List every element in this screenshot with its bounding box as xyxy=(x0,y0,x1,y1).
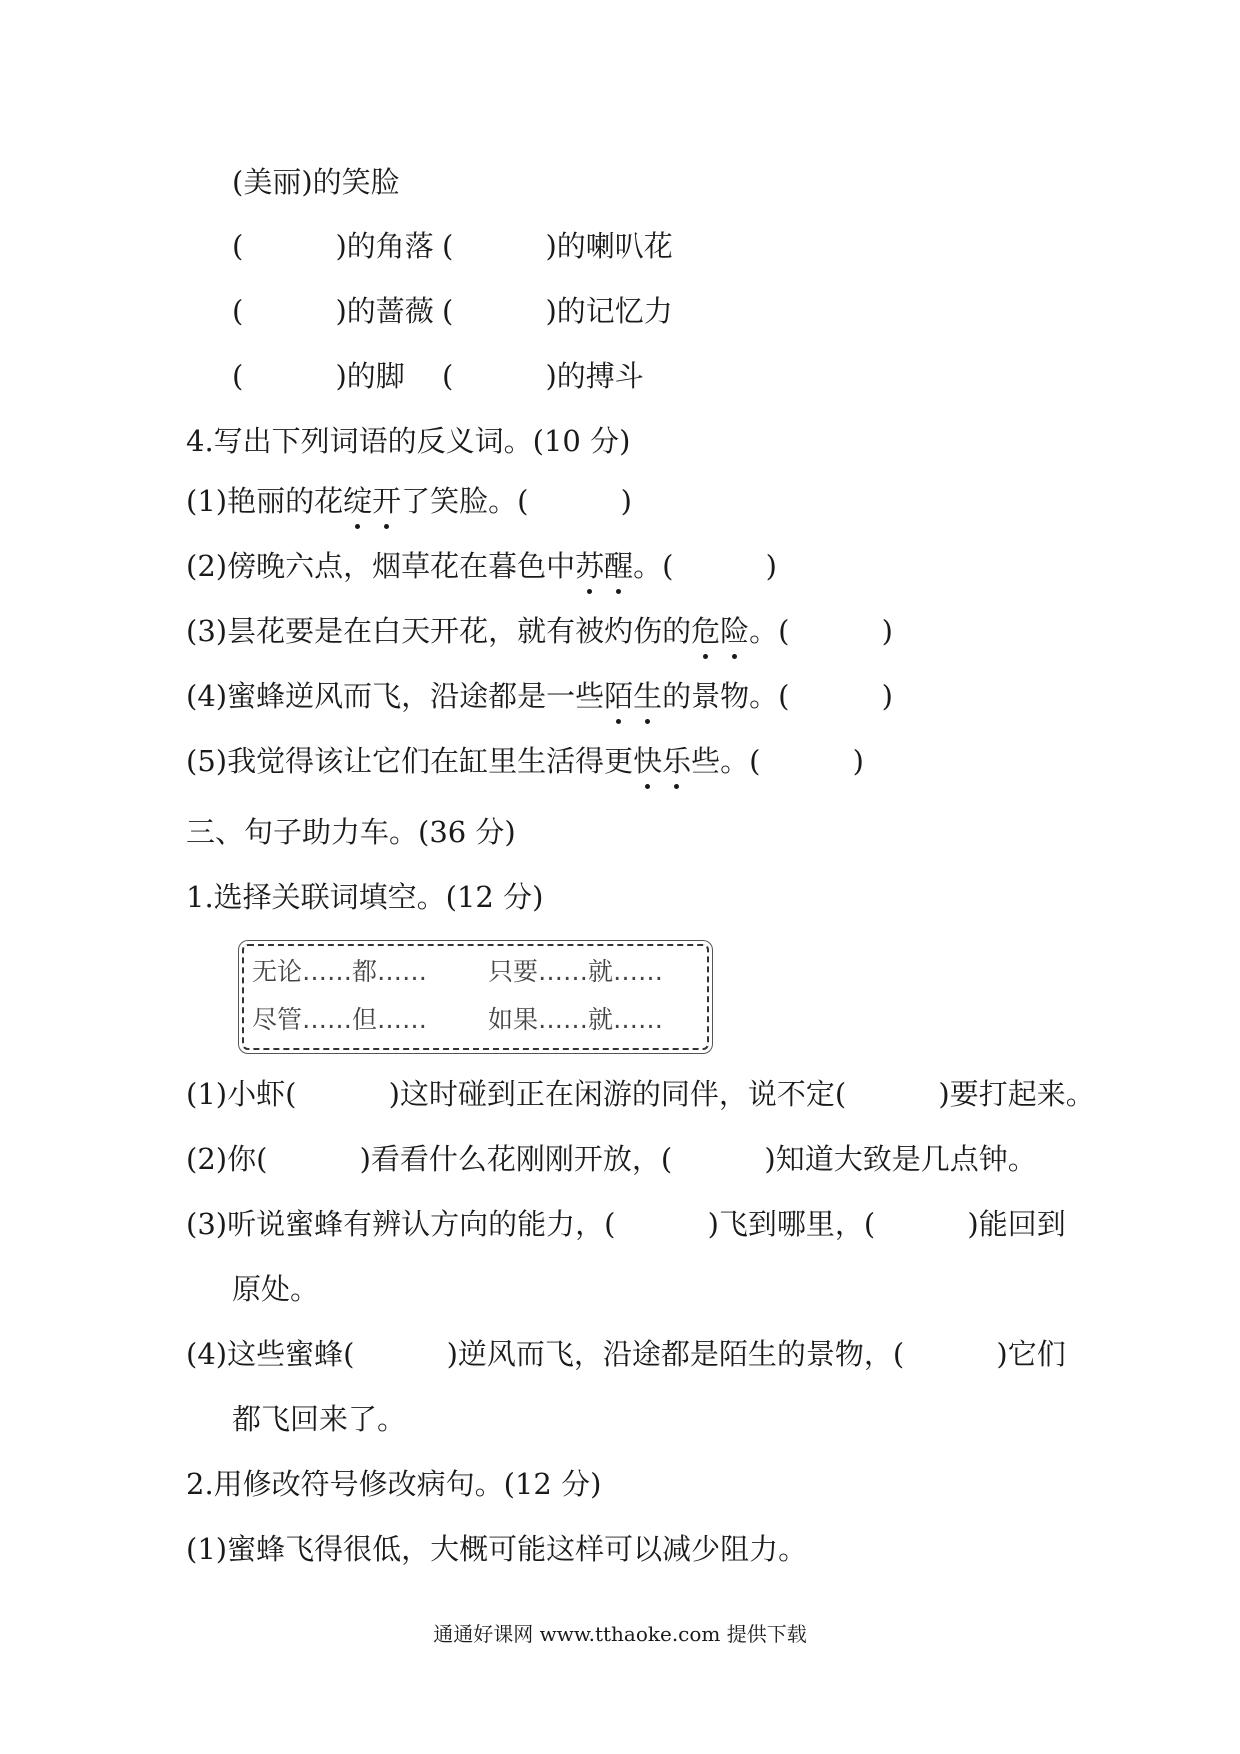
q4-item-4-post: 的景物。( ) xyxy=(662,679,893,713)
emphasis-dot: 醒 xyxy=(604,546,633,586)
q4-item-2 xyxy=(186,546,777,586)
word-box-item-3: 尽管……但…… xyxy=(252,1005,428,1034)
q4-item-5-post: 些。( ) xyxy=(691,744,864,778)
emphasis-dot: 陌 xyxy=(604,676,633,716)
example-phrase: (美丽)的笑脸 xyxy=(232,165,400,199)
section3-title: 三、句子助力车。(36 分) xyxy=(186,815,516,849)
q4-item-1-key xyxy=(343,484,401,518)
q4-item-3-key xyxy=(691,614,749,648)
q1-line-3-cont: 原处。 xyxy=(232,1272,320,1306)
q4-item-5-pre: (5)我觉得该让它们在缸里生活得更 xyxy=(186,744,634,778)
emphasis-dot: 绽 xyxy=(343,481,372,521)
q4-item-3-pre: (3)昙花要是在白天开花，就有被灼伤的 xyxy=(186,614,692,648)
q4-item-2-post: 。( ) xyxy=(633,549,777,583)
q4-item-5-key xyxy=(633,744,691,778)
phrase-blank-1b: ( )的喇叭花 xyxy=(442,229,673,263)
conjunction-word-box xyxy=(242,944,709,1050)
q4-item-2-key xyxy=(575,549,633,583)
emphasis-dot: 乐 xyxy=(662,741,691,781)
emphasis-dot: 开 xyxy=(372,481,401,521)
q4-item-1-post: 了笑脸。( ) xyxy=(401,484,632,518)
emphasis-dot: 危 xyxy=(691,611,720,651)
q1-line-2: (2)你( )看看什么花刚刚开放，( )知道大致是几点钟。 xyxy=(186,1142,1037,1176)
q1-line-4-cont: 都飞回来了。 xyxy=(232,1402,407,1436)
footer-credit: 通通好课网 www.tthaoke.com 提供下载 xyxy=(433,1622,807,1646)
q4-title: 4.写出下列词语的反义词。(10 分) xyxy=(186,424,631,458)
word-box-item-1: 无论……都…… xyxy=(252,957,428,986)
emphasis-dot: 生 xyxy=(633,676,662,716)
emphasis-dot: 苏 xyxy=(575,546,604,586)
q4-item-5 xyxy=(186,741,864,781)
q2-title: 2.用修改符号修改病句。(12 分) xyxy=(186,1467,602,1501)
phrase-blank-2a: ( )的蔷薇 xyxy=(232,294,434,328)
emphasis-dot: 险 xyxy=(720,611,749,651)
q1-line-1: (1)小虾( )这时碰到正在闲游的同伴，说不定( )要打起来。 xyxy=(186,1077,1095,1111)
q4-item-4-pre: (4)蜜蜂逆风而飞，沿途都是一些 xyxy=(186,679,605,713)
q1-line-4: (4)这些蜜蜂( )逆风而飞，沿途都是陌生的景物，( )它们 xyxy=(186,1337,1066,1371)
phrase-blank-3a: ( )的脚 xyxy=(232,359,405,393)
q1-line-3: (3)听说蜜蜂有辨认方向的能力，( )飞到哪里，( )能回到 xyxy=(186,1207,1066,1241)
word-box-item-4: 如果……就…… xyxy=(488,1005,664,1034)
q4-item-4 xyxy=(186,676,893,716)
phrase-blank-1a: ( )的角落 xyxy=(232,229,434,263)
phrase-blank-2b: ( )的记忆力 xyxy=(442,294,673,328)
word-box-item-2: 只要……就…… xyxy=(488,957,664,986)
q4-item-3-post: 。( ) xyxy=(749,614,893,648)
q2-line-1: (1)蜜蜂飞得很低，大概可能这样可以减少阻力。 xyxy=(186,1532,808,1566)
q4-item-4-key xyxy=(604,679,662,713)
q4-item-1-pre: (1)艳丽的花 xyxy=(186,484,344,518)
q4-item-3 xyxy=(186,611,893,651)
q4-item-2-pre: (2)傍晚六点，烟草花在暮色中 xyxy=(186,549,576,583)
phrase-blank-3b: ( )的搏斗 xyxy=(442,359,644,393)
q4-item-1 xyxy=(186,481,632,521)
q1-title: 1.选择关联词填空。(12 分) xyxy=(186,880,544,914)
emphasis-dot: 快 xyxy=(633,741,662,781)
